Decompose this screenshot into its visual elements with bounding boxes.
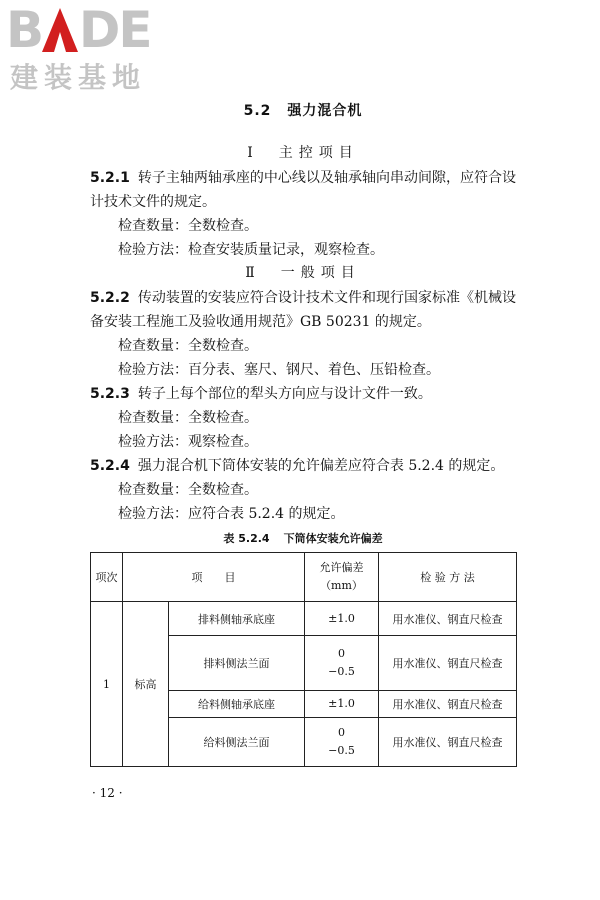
deviation-table [90,552,517,767]
header-seq: 项次 [91,553,123,602]
cell-item: 给料侧法兰面 [169,718,305,767]
table-caption [90,530,516,546]
cell-seq: 1 [91,602,123,767]
cell-category: 标高 [123,602,169,767]
table-header-row [91,553,517,602]
document-body [90,100,516,767]
clause-5-2-4: 5.2.4 强力混合机下筒体安装的允许偏差应符合表 5.2.4 的规定。 [90,458,505,474]
clause-5-2-4-method: 检验方法：应符合表 5.2.4 的规定。 [118,506,345,522]
page-number: · 12 · [92,786,123,800]
header-deviation: 允许偏差 （mm） [305,553,379,602]
table-title: 下筒体安装允许偏差 [283,532,383,545]
section-title [90,100,516,120]
clause-5-2-2-check-quantity: 检查数量：全数检查。 [118,338,258,354]
cell-method: 用水准仪、钢直尺检查 [379,718,517,767]
section-name: 强力混合机 [287,103,363,119]
cell-deviation: ±1.0 [305,602,379,636]
logo-a-glyph [42,8,78,52]
cell-method: 用水准仪、钢直尺检查 [379,602,517,636]
clause-5-2-4-check-quantity: 检查数量：全数检查。 [118,482,258,498]
clause-5-2-3-method: 检验方法：观察检查。 [118,434,258,450]
clause-5-2-3: 5.2.3 转子上每个部位的犁头方向应与设计文件一致。 [90,386,432,402]
cell-item: 排料侧法兰面 [169,636,305,691]
clause-5-2-2-method: 检验方法：百分表、塞尺、钢尺、着色、压铅检查。 [118,362,440,378]
subhead-main-control: Ⅰ 主控项目 [247,145,359,161]
cell-deviation: 0 −0.5 [305,636,379,691]
clause-5-2-1-method: 检验方法：检查安装质量记录，观察检查。 [118,242,384,258]
cell-deviation: 0 −0.5 [305,718,379,767]
header-item: 项 目 [123,553,305,602]
cell-method: 用水准仪、钢直尺检查 [379,636,517,691]
clause-5-2-3-check-quantity: 检查数量：全数检查。 [118,410,258,426]
cell-item: 排料侧轴承底座 [169,602,305,636]
cell-item: 给料侧轴承底座 [169,691,305,718]
cell-deviation: ±1.0 [305,691,379,718]
logo-wordmark: B DE [6,1,151,59]
cell-method: 用水准仪、钢直尺检查 [379,691,517,718]
logo-subtitle: 建装基地 [10,61,147,94]
table-number: 表 5.2.4 [223,532,270,545]
clause-5-2-1: 5.2.1 转子主轴两轴承座的中心线以及轴承轴向串动间隙，应符合设计技术文件的规定。 [90,170,516,210]
section-number: 5.2 [243,103,272,119]
table-row [91,602,517,636]
subhead-general: Ⅱ 一般项目 [245,265,361,281]
header-method: 检 验 方 法 [379,553,517,602]
clause-5-2-1-check-quantity: 检查数量：全数检查。 [118,218,258,234]
brand-logo [6,2,186,96]
clause-5-2-2: 5.2.2 传动装置的安装应符合设计技术文件和现行国家标准《机械设备安装工程施工及验收通用规范》GB 50231 的规定。 [90,290,516,330]
